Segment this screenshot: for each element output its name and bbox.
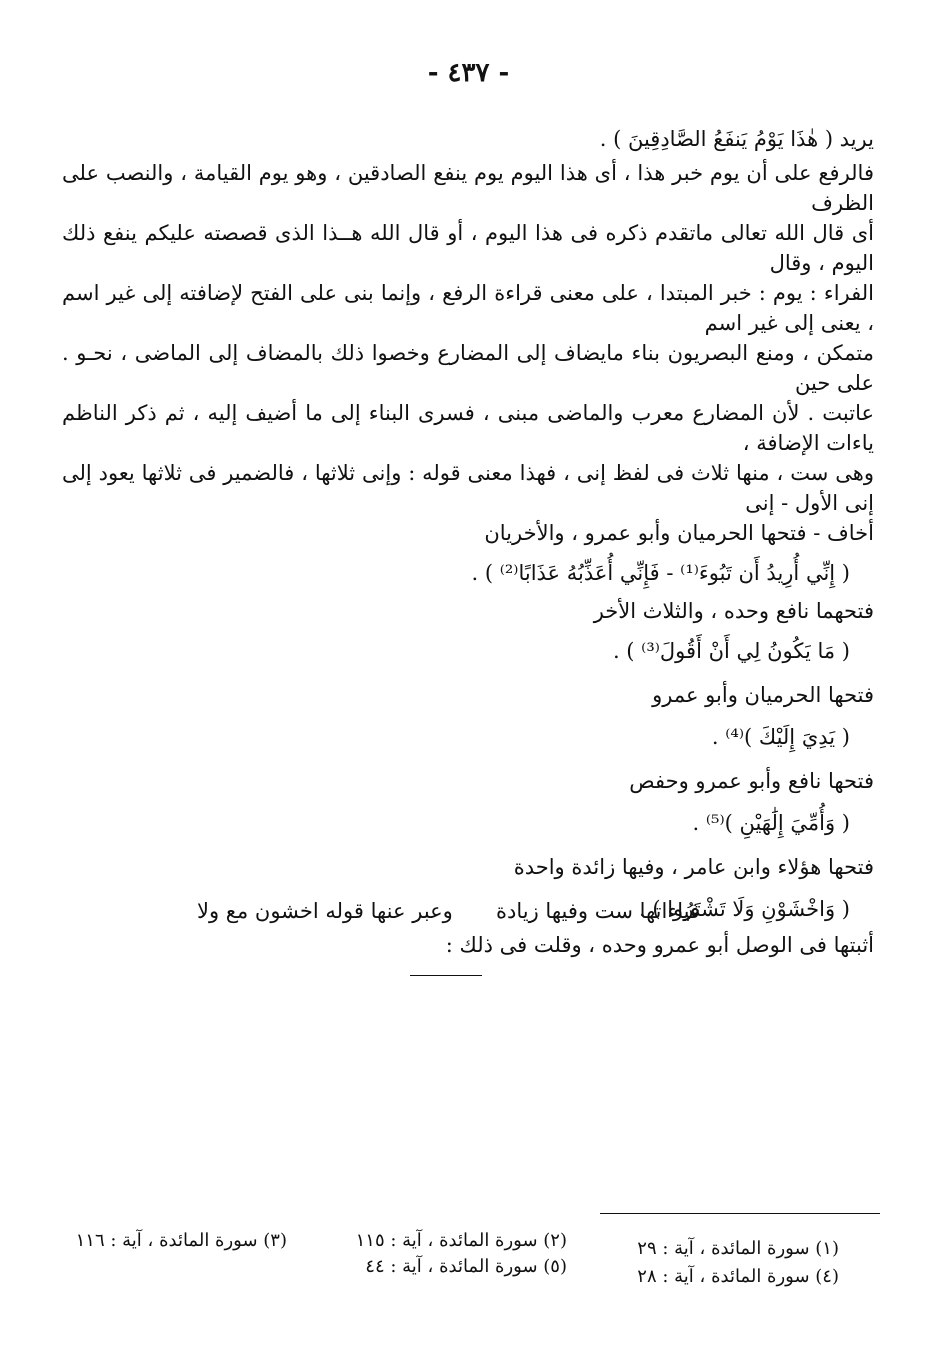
poem-hemistich-first: فياءاتها ست وفيها زيادة: [496, 899, 700, 923]
paragraph-line: فالرفع على أن يوم خبر هذا ، أى هذا اليوم يوم ينفع الصادقين ، وهو يوم القيامة ، والنصب على الظرف: [62, 161, 874, 215]
commentary-paragraph: [62, 158, 874, 548]
quran-verse: ( يَدِيَ إِلَيْكَ )⁽⁴⁾ .: [711, 725, 850, 749]
footnote-divider: [600, 1213, 880, 1214]
poem-hemistich-second: وعبر عنها قوله اخشون مع ولا: [197, 899, 453, 923]
quran-verse: ( وَأُمِّيَ إِلَٰهَيْنِ )⁽⁵⁾ .: [692, 811, 850, 835]
paragraph-line: أى قال الله تعالى ماتقدم ذكره فى هذا اليوم ، أو قال الله هــذا الذى قصصته عليكم ينفع ذلك اليوم ، وقال: [62, 221, 874, 275]
page-number: - ٤٣٧ -: [427, 58, 510, 88]
footnote-2: (٢) سورة المائدة ، آية : ١١٥: [355, 1230, 567, 1251]
footnote-5: (٥) سورة المائدة ، آية : ٤٤: [365, 1256, 567, 1277]
section-divider: [410, 975, 482, 976]
main-text: [62, 124, 874, 960]
footnote-4: (٤) سورة المائدة ، آية : ٢٨: [637, 1266, 839, 1287]
paragraph-line: الفراء : يوم : خبر المبتدا ، على معنى قراءة الرفع ، وإنما بنى على الفتح لإضافته إلى غير اسم ، يعنى إلى غير اسم: [62, 281, 874, 335]
quran-verse: ( إِنِّي أُرِيدُ أَن تَبُوءَ⁽¹⁾ - فَإِنِّي أُعَذِّبُهُ عَذَابًا⁽²⁾ ) .: [471, 561, 850, 585]
quran-verse: ( مَا يَكُونُ لِي أَنْ أَقُولَ⁽³⁾ ) .: [612, 639, 850, 663]
reading-note: أثبتها فى الوصل أبو عمرو وحده ، وقلت فى ذلك :: [445, 933, 874, 957]
paragraph-line: أخاف - فتحها الحرميان وأبو عمرو ، والأخريان: [484, 521, 874, 545]
footnote-1: (١) سورة المائدة ، آية : ٢٩: [637, 1238, 839, 1259]
paragraph-line: عاتبت . لأن المضارع معرب والماضى مبنى ، فسرى البناء إلى ما أضيف إليه ، ثم ذكر الناظم ياءات الإضافة ،: [62, 401, 874, 455]
paragraph-line: وهى ست ، منها ثلاث فى لفظ إنى ، فهذا معنى قوله : وإنى ثلاثها ، فالضمير فى ثلاثها يعود إلى إنى الأول - إنى: [62, 461, 874, 515]
reading-note: فتحها الحرميان وأبو عمرو: [652, 683, 874, 707]
intro-line: يريد ( هٰذَا يَوْمُ يَنفَعُ الصَّادِقِينَ ) .: [599, 127, 874, 151]
quran-verse: ( وَاخْشَوْنِ وَلَا تَشْتَرُوا ) .: [639, 897, 850, 921]
paragraph-line: متمكن ، ومنع البصريون بناء مايضاف إلى المضارع وخصوا ذلك بالمضاف إلى الماضى ، نحـو . على حين: [62, 341, 874, 395]
footnote-3: (٣) سورة المائدة ، آية : ١١٦: [75, 1230, 287, 1251]
reading-note: فتحها نافع وأبو عمرو وحفص: [629, 769, 874, 793]
reading-note: فتحها هؤلاء وابن عامر ، وفيها زائدة واحدة: [513, 855, 874, 879]
reading-note: فتحهما نافع وحده ، والثلاث الأخر: [593, 599, 874, 623]
